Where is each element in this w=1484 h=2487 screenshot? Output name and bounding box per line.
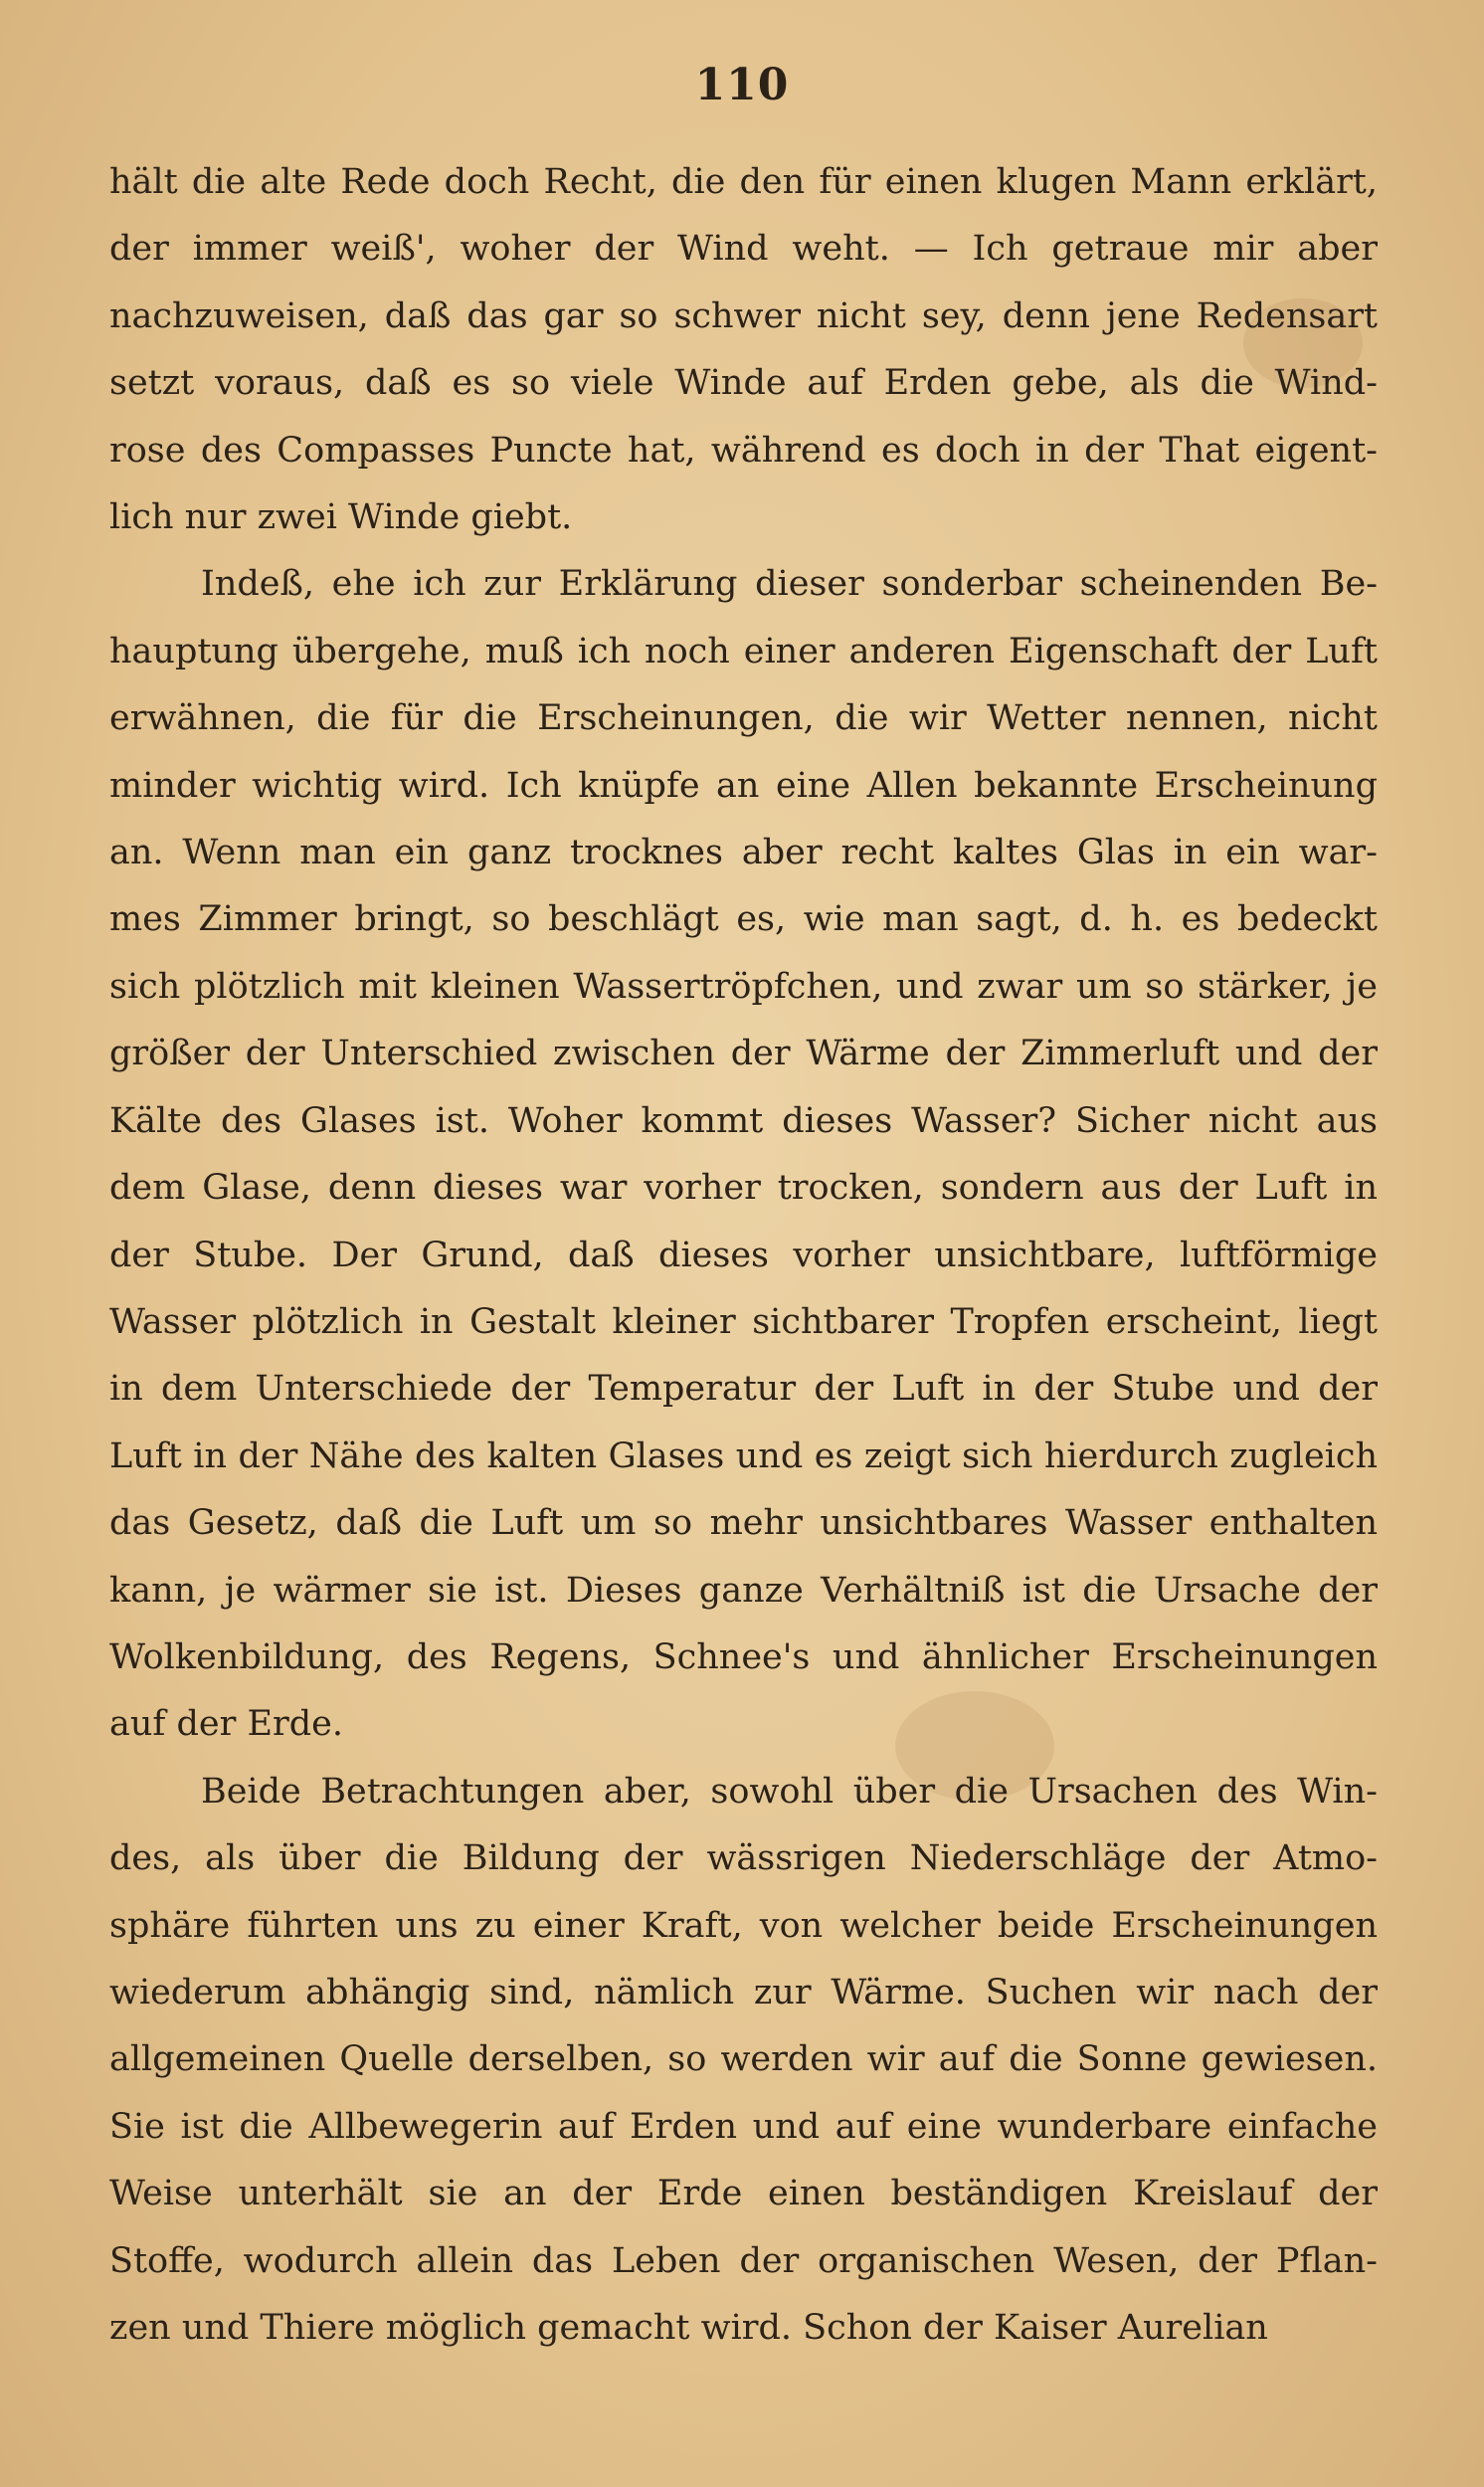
text-line: Beide Betrachtungen aber, sowohl über die Ursachen des Win- [201,1771,1378,1812]
text-line: nachzuweisen, daß das gar so schwer nicht sey, denn jene Redensart [109,295,1378,336]
text-line: der immer weiß', woher der Wind weht. — Ich getraue mir aber [109,229,1378,270]
text-line: Stoffe, wodurch allein das Leben der organischen Wesen, der Pflan- [109,2240,1378,2281]
text-line: kann, je wärmer sie ist. Dieses ganze Verhältniß ist die Ursache der [109,1570,1378,1611]
text-line: Luft in der Nähe des kalten Glases und es zeigt sich hierdurch zugleich [109,1435,1378,1476]
text-line: Sie ist die Allbewegerin auf Erden und auf eine wunderbare einfache [109,2106,1378,2147]
text-line: erwähnen, die für die Erscheinungen, die wir Wetter nennen, nicht [109,698,1378,739]
paragraph [109,1759,1378,2363]
text-line: wiederum abhängig sind, nämlich zur Wärme. Suchen wir nach der [109,1972,1378,2012]
text-line: auf der Erde. [109,1704,343,1745]
text-line: rose des Compasses Puncte hat, während es doch in der That eigent- [109,430,1378,471]
text-line: setzt voraus, daß es so viele Winde auf Erden gebe, als die Wind- [109,363,1378,404]
text-line: Weise unterhält sie an der Erde einen beständigen Kreislauf der [109,2174,1378,2214]
page-number: 110 [694,60,790,110]
text-line: zen und Thiere möglich gemacht wird. Schon der Kaiser Aurelian [109,2308,1268,2348]
text-line: hält die alte Rede doch Recht, die den für einen klugen Mann erklärt, [109,162,1378,202]
text-line: allgemeinen Quelle derselben, so werden wir auf die Sonne gewiesen. [109,2039,1378,2080]
text-line: des, als über die Bildung der wässrigen Niederschläge der Atmo- [109,1838,1378,1879]
text-line: sich plötzlich mit kleinen Wassertröpfchen, und zwar um so stärker, je [109,966,1378,1007]
text-line: größer der Unterschied zwischen der Wärme der Zimmerluft und der [109,1034,1378,1074]
text-line: Kälte des Glases ist. Woher kommt dieses Wasser? Sicher nicht aus [109,1100,1378,1141]
text-line: der Stube. Der Grund, daß dieses vorher unsichtbare, luftförmige [109,1235,1378,1275]
text-line: lich nur zwei Winde giebt. [109,497,573,538]
body-text [109,149,1378,2362]
text-line: sphäre führten uns zu einer Kraft, von welcher beide Erscheinungen [109,1905,1378,1946]
text-line: minder wichtig wird. Ich knüpfe an eine Allen bekannte Erscheinung [109,765,1378,806]
text-line: an. Wenn man ein ganz trocknes aber recht kaltes Glas in ein war- [109,833,1378,873]
text-line: hauptung übergehe, muß ich noch einer anderen Eigenschaft der Luft [109,631,1378,671]
text-line: mes Zimmer bringt, so beschlägt es, wie man sagt, d. h. es bedeckt [109,899,1378,940]
text-line: Wasser plötzlich in Gestalt kleiner sichtbarer Tropfen erscheint, liegt [109,1301,1378,1342]
text-line: Indeß, ehe ich zur Erklärung dieser sonderbar scheinenden Be- [201,564,1378,605]
text-line: Wolkenbildung, des Regens, Schnee's und ähnlicher Erscheinungen [109,1636,1378,1677]
paragraph [109,551,1378,1758]
paragraph [109,149,1378,551]
text-line: dem Glase, denn dieses war vorher trocken, sondern aus der Luft in [109,1168,1378,1209]
text-line: in dem Unterschiede der Temperatur der Luft in der Stube und der [109,1369,1378,1410]
text-line: das Gesetz, daß die Luft um so mehr unsichtbares Wasser enthalten [109,1503,1378,1544]
